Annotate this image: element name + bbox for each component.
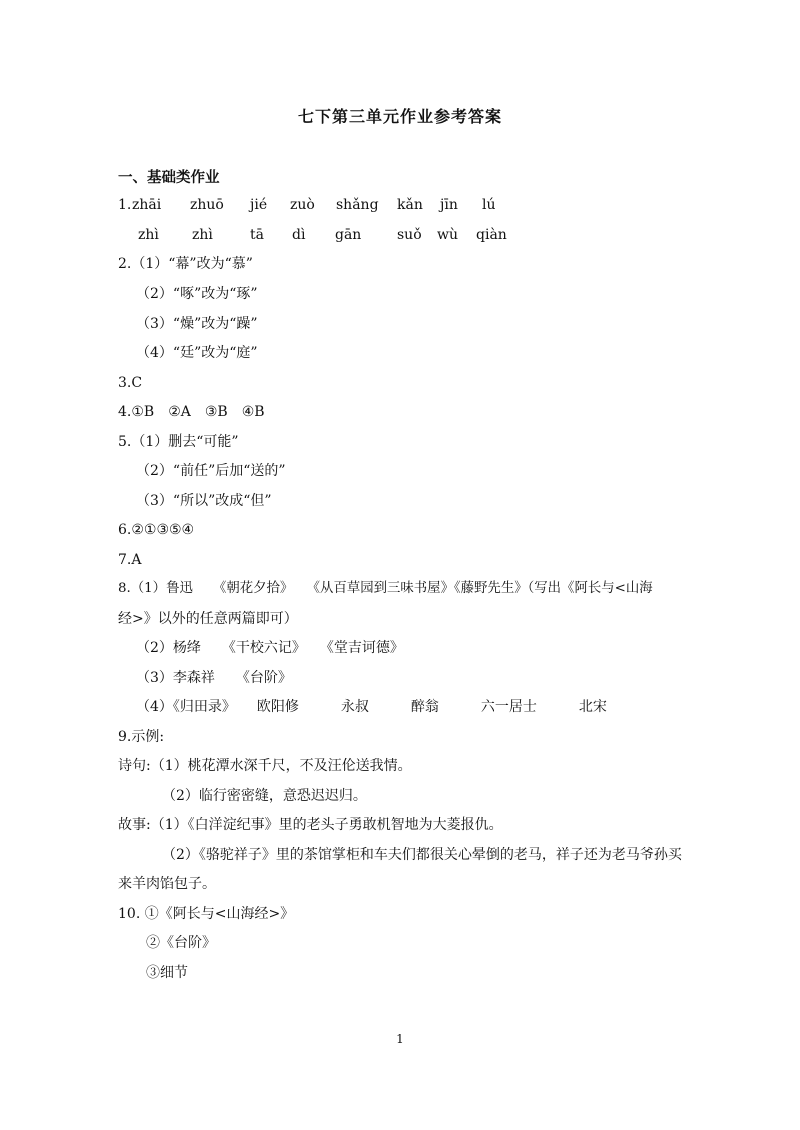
q10-line-2: ②《台阶》 [146, 935, 216, 951]
q7-answer: 7.A [118, 552, 142, 568]
pinyin-1-3: jié [250, 197, 268, 213]
pinyin-1-4: zuò [290, 197, 315, 213]
section-heading: 一、基础类作业 [118, 170, 220, 186]
q2-line-3: （3）“燥”改为“躁” [136, 316, 258, 332]
page-number: 1 [396, 1032, 404, 1046]
pinyin-2-6: suǒ [397, 227, 422, 243]
pinyin-1-2: zhuō [190, 197, 224, 213]
page-title: 七下第三单元作业参考答案 [297, 107, 502, 126]
q5-line-3: （3）“所以”改成“但” [136, 493, 272, 509]
q10-line-3: ③细节 [146, 965, 188, 981]
q9-line-4: 故事:（1）《白洋淀纪事》里的老头子勇敢机智地为大菱报仇。 [118, 817, 503, 833]
pinyin-1-8: lú [482, 197, 496, 213]
pinyin-1-7: jīn [440, 197, 458, 213]
pinyin-2-7: wù [437, 227, 458, 243]
q8-line-4: （3）李森祥 《台阶》 [136, 670, 292, 686]
q8-line-3: （2）杨绛 《干校六记》 《堂吉诃德》 [136, 640, 404, 656]
pinyin-1-6: kǎn [397, 197, 423, 213]
q8-line-1: 8.（1）鲁迅 《朝花夕拾》 《从百草园到三味书屋》《藤野先生》（写出《阿长与<山海 [118, 581, 653, 596]
q9-line-1: 9.示例: [118, 729, 165, 745]
pinyin-2-2: zhì [192, 227, 213, 243]
q9-line-3: （2）临行密密缝，意恐迟迟归。 [162, 788, 367, 804]
pinyin-2-4: dì [292, 227, 306, 243]
pinyin-2-5: gān [335, 227, 362, 243]
pinyin-2-1: zhì [138, 227, 159, 243]
q6-answer: 6.②①③⑤④ [118, 522, 195, 538]
pinyin-2-8: qiàn [476, 227, 507, 243]
q9-line-6: 来羊肉馅包子。 [118, 876, 216, 892]
q2-line-4: （4）“廷”改为“庭” [136, 345, 258, 361]
q5-line-1: 5.（1）删去“可能” [118, 434, 239, 450]
q9-line-2: 诗句:（1）桃花潭水深千尺，不及汪伦送我情。 [118, 758, 412, 774]
q2-line-2: （2）“啄”改为“琢” [136, 286, 258, 302]
q5-line-2: （2）“前任”后加“送的” [136, 463, 286, 479]
q4-answer: 4.①B ②A ③B ④B [118, 404, 265, 420]
q10-line-1: 10. ①《阿长与<山海经>》 [118, 906, 295, 922]
q2-line-1: 2.（1）“幕”改为“慕” [118, 256, 253, 272]
q3-answer: 3.C [118, 375, 143, 391]
pinyin-1-1: zhāi [132, 197, 162, 213]
pinyin-2-3: tā [250, 227, 264, 243]
q8-line-2: 经>》以外的任意两篇即可） [118, 611, 298, 627]
q8-line-5: （4）《归田录》 欧阳修 永叔 醉翁 六一居士 北宋 [136, 699, 607, 715]
pinyin-1-5: shǎng [336, 197, 379, 213]
q1-number: 1. [118, 197, 132, 213]
q9-line-5: （2）《骆驼祥子》里的茶馆掌柜和车夫们都很关心晕倒的老马，祥子还为老马爷孙买 [162, 847, 682, 863]
